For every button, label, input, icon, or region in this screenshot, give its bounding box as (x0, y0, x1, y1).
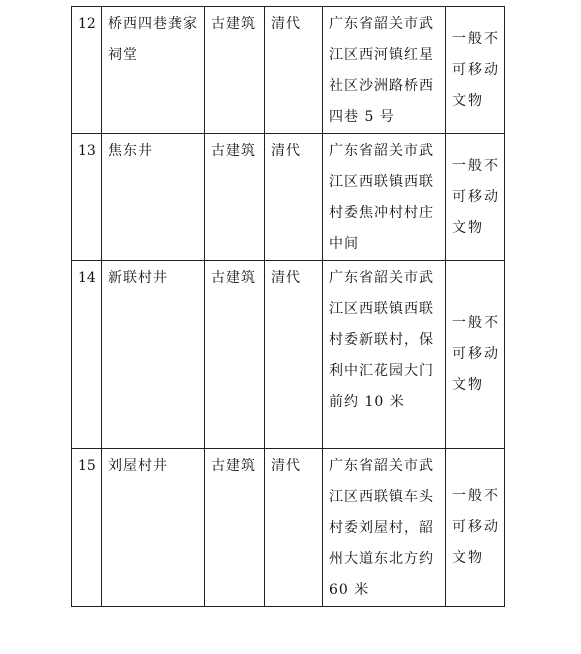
site-era: 清代 (265, 134, 323, 261)
site-name: 新联村井 (102, 261, 205, 449)
table-row (72, 134, 505, 261)
site-type: 古建筑 (205, 449, 265, 607)
site-era: 清代 (265, 449, 323, 607)
site-name: 桥西四巷龚家祠堂 (102, 7, 205, 134)
site-era: 清代 (265, 261, 323, 449)
site-type: 古建筑 (205, 134, 265, 261)
site-category: 一般不可移动文物 (446, 134, 505, 261)
row-number: 14 (72, 261, 102, 449)
site-era: 清代 (265, 7, 323, 134)
table-row (72, 449, 505, 607)
site-type: 古建筑 (205, 7, 265, 134)
site-category: 一般不可移动文物 (446, 7, 505, 134)
site-name: 焦东井 (102, 134, 205, 261)
row-number: 12 (72, 7, 102, 134)
site-address: 广东省韶关市武江区西联镇西联村委新联村，保利中汇花园大门前约 10 米 (323, 261, 446, 449)
site-name: 刘屋村井 (102, 449, 205, 607)
site-category: 一般不可移动文物 (446, 261, 505, 449)
heritage-table (71, 6, 505, 607)
row-number: 13 (72, 134, 102, 261)
site-address: 广东省韶关市武江区西联镇西联村委焦冲村村庄中间 (323, 134, 446, 261)
site-address: 广东省韶关市武江区西河镇红星社区沙洲路桥西四巷 5 号 (323, 7, 446, 134)
site-category: 一般不可移动文物 (446, 449, 505, 607)
site-address: 广东省韶关市武江区西联镇车头村委刘屋村，韶州大道东北方约 60 米 (323, 449, 446, 607)
row-number: 15 (72, 449, 102, 607)
table-row (72, 7, 505, 134)
table-row (72, 261, 505, 449)
site-type: 古建筑 (205, 261, 265, 449)
